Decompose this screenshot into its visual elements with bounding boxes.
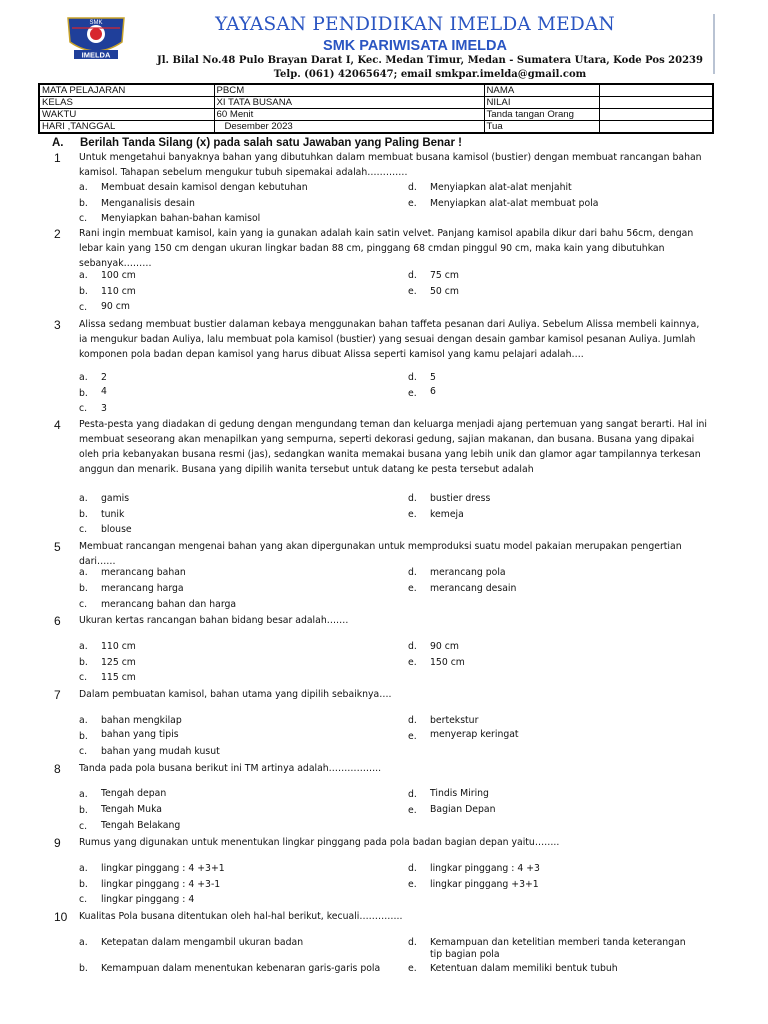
question-text: Ukuran kertas rancangan bahan bidang besar adalah……. bbox=[79, 615, 349, 626]
question-number: 2 bbox=[54, 227, 61, 241]
question-text: Alissa sedang membuat bustier dalaman kebaya menggunakan bahan taffeta pesanan dari Auliya. Sebelum Alissa membeli kainnya, ia mengukur badan Auliya, lalu membuat pola kamisol (bustier) yang sesuai dengan desain gambar kamisol pesanan Auliya. Jumlah komponen pola badan depan kamisol yang harus dibuat Alissa seperti kamisol yang kamu pelajari adalah…. bbox=[79, 319, 700, 360]
question-number: 8 bbox=[54, 762, 61, 776]
info-label: NILAI bbox=[484, 97, 599, 109]
info-label: Tanda tangan Orang bbox=[484, 109, 599, 121]
school-title: SMK PARIWISATA IMELDA bbox=[323, 38, 507, 54]
info-row bbox=[39, 84, 713, 97]
info-label: MATA PELAJARAN bbox=[39, 84, 214, 97]
school-address: Jl. Bilal No.48 Pulo Brayan Darat I, Kec. Medan Timur, Medan - Sumatera Utara, Kode Pos 20239 bbox=[157, 55, 703, 66]
foundation-title: YAYASAN PENDIDIKAN IMELDA MEDAN bbox=[215, 14, 615, 35]
question-number: 7 bbox=[54, 688, 61, 702]
section-instruction: Berilah Tanda Silang (x) pada salah satu Jawaban yang Paling Benar ! bbox=[80, 137, 462, 149]
school-contact: Telp. (061) 42065647; email smkpar.imelda@gmail.com bbox=[273, 69, 587, 80]
exam-info-table bbox=[38, 83, 714, 134]
question-number: 1 bbox=[54, 151, 61, 165]
info-label: HARI ,TANGGAL bbox=[39, 121, 214, 134]
info-value: 60 Menit bbox=[214, 109, 484, 121]
svg-text:IMELDA: IMELDA bbox=[81, 50, 111, 60]
info-value bbox=[599, 84, 713, 97]
question-text: Dalam pembuatan kamisol, bahan utama yang dipilih sebaiknya…. bbox=[79, 689, 392, 700]
section-letter: A. bbox=[52, 137, 64, 149]
info-value bbox=[599, 109, 713, 121]
question-text: Rani ingin membuat kamisol, kain yang ia gunakan adalah kain satin velvet. Panjang kamisol apabila dikur dari bahu 56cm, dengan lebar kain yang 150 cm dengan ukuran lingkar badan 88 cm, pinggang 68 cmdan pinggul 90 cm, maka kain yang dibutuhkan sebanyak……… bbox=[79, 228, 694, 269]
question-number: 10 bbox=[54, 910, 68, 924]
question-number: 5 bbox=[54, 540, 61, 554]
question-number: 3 bbox=[54, 318, 61, 332]
info-value bbox=[599, 121, 713, 134]
question-text: Kualitas Pola busana ditentukan oleh hal-hal berikut, kecuali………….. bbox=[79, 911, 403, 922]
info-value: PBCM bbox=[214, 84, 484, 97]
info-label: NAMA bbox=[484, 84, 599, 97]
info-label: WAKTU bbox=[39, 109, 214, 121]
question-number: 9 bbox=[54, 836, 61, 850]
question-text: Pesta-pesta yang diadakan di gedung dengan mengundang teman dan keluarga menjadi ajang pertemuan yang sangat berarti. Hal ini membuat seseorang akan menapilkan yang sempurna, seperti dekorasi gedung, sajian makanan, dan busana. Busana yang dipakai oleh pria kebanyakan busana resmi (jas), sedangkan wanita memakai busana yang lebih unik dan glamor agar tampilannya terkesan anggun dan menarik. Busana yang dipilih wanita tersebut untuk datang ke pesta tersebut adalah bbox=[79, 419, 708, 475]
question-text: Tanda pada pola busana berikut ini TM artinya adalah…………….. bbox=[79, 763, 382, 774]
question-number: 6 bbox=[54, 614, 61, 628]
question-text: Rumus yang digunakan untuk menentukan lingkar pinggang pada pola badan bagian depan yaitu…….. bbox=[79, 837, 560, 848]
info-value bbox=[599, 97, 713, 109]
info-row bbox=[39, 109, 713, 121]
info-label: Tua bbox=[484, 121, 599, 134]
svg-text:SMK: SMK bbox=[89, 20, 103, 26]
info-value: Desember 2023 bbox=[214, 121, 484, 134]
info-row bbox=[39, 97, 713, 109]
info-value: XI TATA BUSANA bbox=[214, 97, 484, 109]
info-label: KELAS bbox=[39, 97, 214, 109]
section-heading bbox=[52, 137, 462, 149]
info-row bbox=[39, 121, 713, 134]
question-number: 4 bbox=[54, 418, 61, 432]
question-text: Membuat rancangan mengenai bahan yang akan dipergunakan untuk memproduksi suatu model pakaian merupakan pengertian dari…… bbox=[79, 541, 682, 567]
question-text: Untuk mengetahui banyaknya bahan yang dibutuhkan dalam membuat busana kamisol (bustier) dengan membuat rancangan bahan kamisol. Tahapan sebelum mengukur tubuh sipemakai adalah…………. bbox=[79, 152, 702, 178]
